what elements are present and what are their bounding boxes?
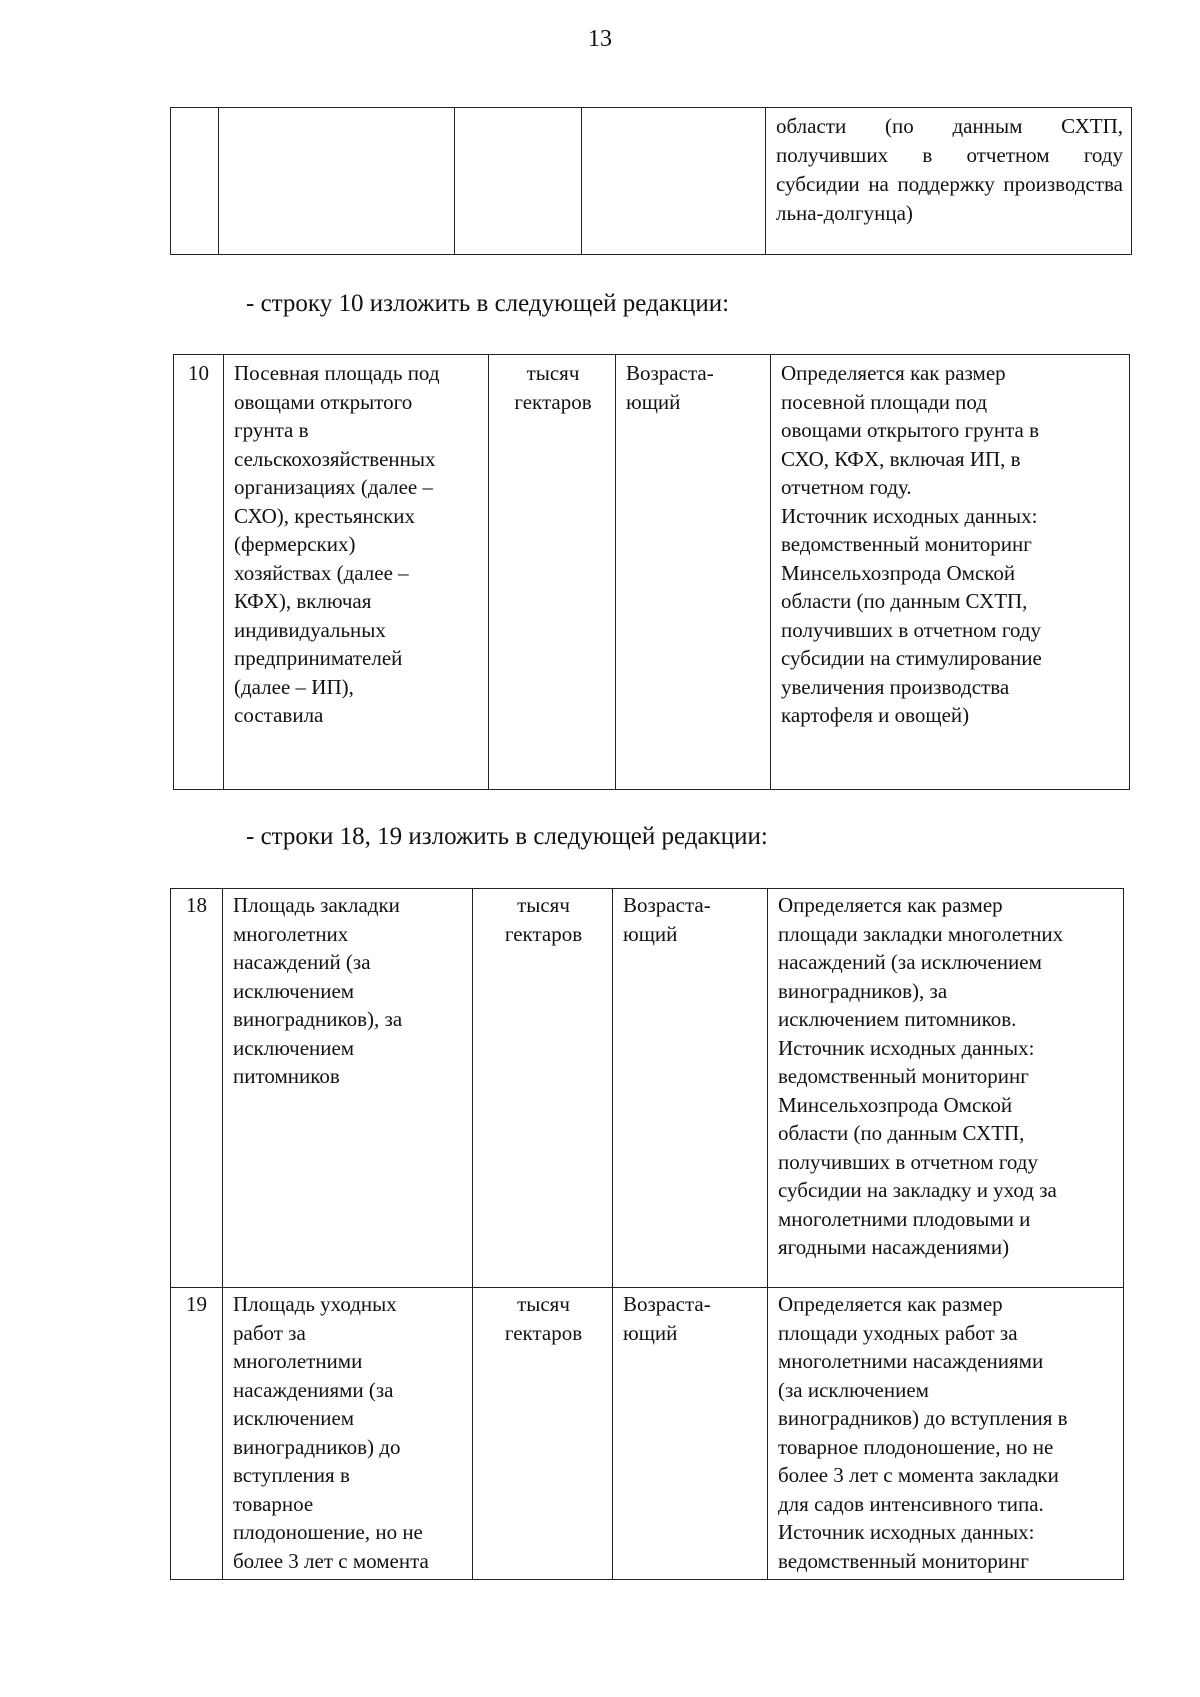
table-row <box>174 355 1130 790</box>
cell-unit <box>455 108 582 255</box>
table-row <box>171 889 1124 1288</box>
cell-num <box>171 108 219 255</box>
cell-trend <box>582 108 766 255</box>
table-row <box>171 1288 1124 1580</box>
instruction-rows-18-19: - строки 18, 19 изложить в следующей редакции: <box>246 823 768 850</box>
description-cell: Определяется как размер площади закладки многолетних насаждений (за исключением виноградников), за исключением питомников. Источник исходных данных: ведомственный мониторинг Минсельхозпрода Омской области (по данным СХТП, получивших в отчетном году субсидии на закладку и уход за многолетними плодовыми и ягодными насаждениями) <box>768 889 1124 1288</box>
trend-cell: Возраста- ющий <box>613 889 768 1288</box>
trend-cell: Возраста- ющий <box>616 355 771 790</box>
continuation-table <box>170 107 1132 255</box>
rows-18-19-table <box>170 888 1124 1580</box>
indicator-name: Посевная площадь под овощами открытого грунта в сельскохозяйственных организациях (далее – СХО), крестьянских (фермерских) хозяйствах (далее – КФХ), включая индивидуальных предпринимателей (далее – ИП), составила <box>224 355 489 790</box>
description-cell: Определяется как размер посевной площади под овощами открытого грунта в СХО, КФХ, включая ИП, в отчетном году. Источник исходных данных: ведомственный мониторинг Минсельхозпрода Омской области (по данным СХТП, получивших в отчетном году субсидии на стимулирование увеличения производства картофеля и овощей) <box>771 355 1130 790</box>
cell-name <box>219 108 455 255</box>
row-number: 10 <box>174 355 224 790</box>
indicator-name: Площадь закладки многолетних насаждений (за исключением виноградников), за исключением питомников <box>223 889 473 1288</box>
row-number: 18 <box>171 889 223 1288</box>
cell-description: области (по данным СХТП, получивших в отчетном году субсидии на поддержку производства льна-долгунца) <box>766 108 1132 255</box>
description-cell: Определяется как размер площади уходных работ за многолетними насаждениями (за исключением виноградников) до вступления в товарное плодоношение, но не более 3 лет с момента закладки для садов интенсивного типа. Источник исходных данных: ведомственный мониторинг <box>768 1288 1124 1580</box>
trend-cell: Возраста- ющий <box>613 1288 768 1580</box>
instruction-row-10: - строку 10 изложить в следующей редакции: <box>246 290 730 317</box>
unit-cell: тысяч гектаров <box>489 355 616 790</box>
indicator-name: Площадь уходных работ за многолетними насаждениями (за исключением виноградников) до вступления в товарное плодоношение, но не более 3 лет с момента <box>223 1288 473 1580</box>
page-number: 13 <box>588 26 612 52</box>
unit-cell: тысяч гектаров <box>473 889 613 1288</box>
row-number: 19 <box>171 1288 223 1580</box>
unit-cell: тысяч гектаров <box>473 1288 613 1580</box>
table-row <box>171 108 1132 255</box>
row-10-table <box>173 354 1130 790</box>
